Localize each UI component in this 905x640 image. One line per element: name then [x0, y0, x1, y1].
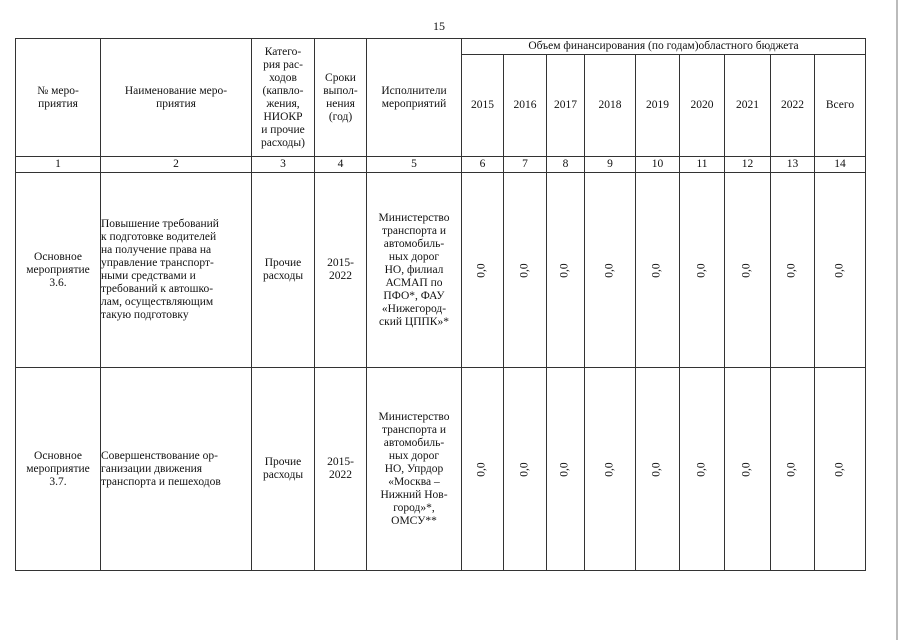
measure-name-text: Повышение требований к подготовке водителей на получение права на управление транспорт- ными средствами и требований к автошко- лам, осуществляющим такую подготовку — [101, 218, 219, 321]
table-row — [16, 173, 866, 368]
amount-cell — [547, 368, 585, 571]
category-cell: Прочие расходы — [252, 368, 315, 571]
amount-value: 0,0 — [518, 262, 531, 278]
header-measure-name: Наименование меро- приятия — [101, 39, 252, 157]
amount-value: 0,0 — [741, 262, 753, 278]
measure-number-cell: Основное мероприятие 3.6. — [16, 173, 101, 368]
header-year: 2022 — [771, 55, 815, 157]
header-terms: Сроки выпол- нения (год) — [315, 39, 367, 157]
amount-cell — [504, 173, 547, 368]
amount-value: 0,0 — [833, 262, 846, 278]
program-measures-table — [15, 38, 866, 571]
amount-value: 0,0 — [786, 262, 798, 278]
amount-cell — [771, 368, 815, 571]
amount-value: 0,0 — [741, 461, 753, 477]
column-number: 9 — [585, 157, 636, 173]
column-number: 7 — [504, 157, 547, 173]
amount-value: 0,0 — [651, 262, 663, 278]
column-number: 10 — [636, 157, 680, 173]
column-number: 3 — [252, 157, 315, 173]
column-number: 1 — [16, 157, 101, 173]
header-executors: Исполнители мероприятий — [367, 39, 462, 157]
amount-cell — [725, 173, 771, 368]
header-year: 2018 — [585, 55, 636, 157]
column-number: 13 — [771, 157, 815, 173]
amount-cell — [636, 368, 680, 571]
column-number: 6 — [462, 157, 504, 173]
amount-cell — [585, 368, 636, 571]
amount-cell — [636, 173, 680, 368]
total-cell — [815, 173, 866, 368]
amount-cell — [585, 173, 636, 368]
amount-value: 0,0 — [603, 262, 616, 278]
amount-value: 0,0 — [476, 461, 488, 477]
amount-value: 0,0 — [603, 461, 616, 477]
amount-cell — [504, 368, 547, 571]
amount-cell — [680, 368, 725, 571]
terms-cell: 2015- 2022 — [315, 173, 367, 368]
header-row-top — [16, 39, 866, 55]
column-number: 14 — [815, 157, 866, 173]
header-total: Всего — [815, 55, 866, 157]
column-number: 2 — [101, 157, 252, 173]
header-measure-no: № меро- приятия — [16, 39, 101, 157]
header-year: 2020 — [680, 55, 725, 157]
amount-cell — [547, 173, 585, 368]
table-row — [16, 368, 866, 571]
header-year: 2017 — [547, 55, 585, 157]
amount-value: 0,0 — [833, 461, 846, 477]
page-number: 15 — [433, 19, 445, 33]
total-cell — [815, 368, 866, 571]
measure-name-cell — [101, 173, 252, 368]
amount-cell — [462, 173, 504, 368]
amount-value: 0,0 — [695, 262, 708, 278]
category-cell: Прочие расходы — [252, 173, 315, 368]
column-number: 4 — [315, 157, 367, 173]
header-year: 2019 — [636, 55, 680, 157]
column-number: 12 — [725, 157, 771, 173]
header-funding-group: Объем финансирования (по годам)областного бюджета — [462, 39, 866, 55]
header-year: 2015 — [462, 55, 504, 157]
column-number: 11 — [680, 157, 725, 173]
amount-cell — [771, 173, 815, 368]
measure-number-cell: Основное мероприятие 3.7. — [16, 368, 101, 571]
header-year: 2021 — [725, 55, 771, 157]
amount-value: 0,0 — [518, 461, 531, 477]
column-number: 5 — [367, 157, 462, 173]
amount-value: 0,0 — [559, 461, 571, 477]
amount-value: 0,0 — [476, 262, 488, 278]
column-number: 8 — [547, 157, 585, 173]
header-category: Катего- рия рас- ходов (капвло- жения, НИОКР и прочие расходы) — [252, 39, 315, 157]
executors-cell: Министерство транспорта и автомобиль- ных дорог НО, Упрдор «Москва – Нижний Нов- город»*, ОМСУ** — [367, 368, 462, 571]
column-numbers-row — [16, 157, 866, 173]
executors-cell: Министерство транспорта и автомобиль- ных дорог НО, филиал АСМАП по ПФО*, ФАУ «Нижегород- ский ЦППК»* — [367, 173, 462, 368]
amount-value: 0,0 — [559, 262, 571, 278]
amount-value: 0,0 — [651, 461, 663, 477]
amount-value: 0,0 — [786, 461, 798, 477]
amount-cell — [462, 368, 504, 571]
amount-cell — [725, 368, 771, 571]
scan-edge-line — [896, 0, 898, 640]
header-year: 2016 — [504, 55, 547, 157]
amount-value: 0,0 — [695, 461, 708, 477]
terms-cell: 2015- 2022 — [315, 368, 367, 571]
amount-cell — [680, 173, 725, 368]
measure-name-text: Совершенствование ор- ганизации движения транспорта и пешеходов — [101, 449, 221, 488]
measure-name-cell — [101, 368, 252, 571]
